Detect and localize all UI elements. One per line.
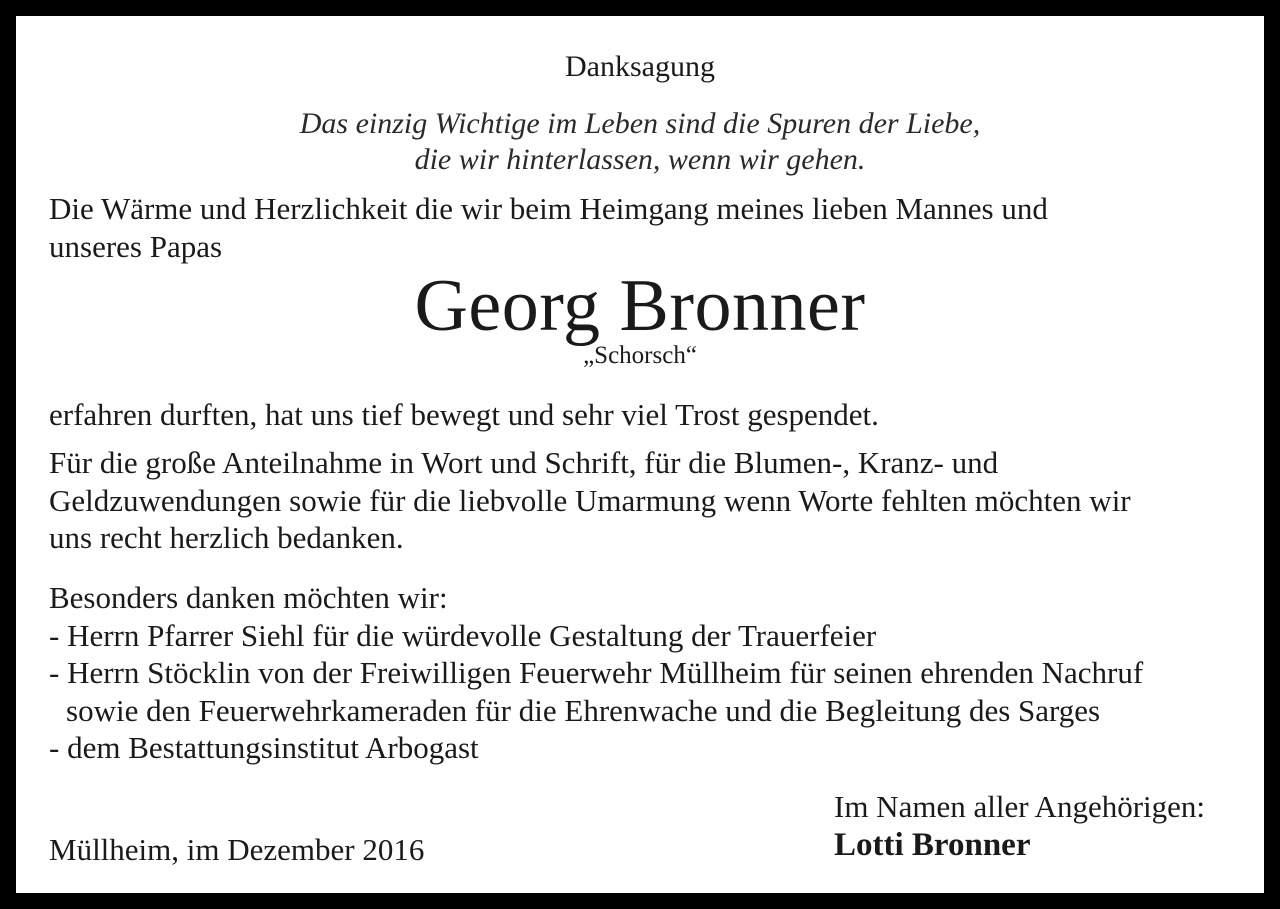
special-thanks-intro: Besonders danken möchten wir: (49, 580, 448, 615)
after-name-sentence: erfahren durften, hat uns tief bewegt und sehr viel Trost gespendet. (49, 397, 879, 432)
special-thanks-list (49, 579, 1143, 767)
thanks-line: Für die große Anteilnahme in Wort und Schrift, für die Blumen-, Kranz- und (49, 445, 999, 480)
signature-name: Lotti Bronner (834, 827, 1031, 863)
thanks-line: uns recht herzlich bedanken. (49, 520, 404, 555)
intro-line: Die Wärme und Herzlichkeit die wir beim Heimgang meines lieben Mannes und (49, 191, 1048, 226)
motto-quote (16, 106, 1264, 178)
deceased-name: Georg Bronner (414, 265, 866, 347)
notice-heading: Danksagung (565, 50, 715, 83)
special-thanks-item: - dem Bestattungsinstitut Arbogast (49, 730, 479, 765)
closing-line: Im Namen aller Angehörigen: (834, 789, 1206, 824)
special-thanks-item: - Herrn Pfarrer Siehl für die würdevolle Gestaltung der Trauerfeier (49, 617, 877, 653)
special-thanks-item-continuation: sowie den Feuerwehrkameraden für die Ehrenwache und die Begleitung des Sarges (66, 692, 1101, 728)
thanks-line: Geldzuwendungen sowie für die liebvolle Umarmung wenn Worte fehlten möchten wir (49, 482, 1131, 518)
intro-paragraph (49, 190, 1048, 265)
intro-line: unseres Papas (49, 228, 223, 264)
place-and-date: Müllheim, im Dezember 2016 (49, 832, 425, 867)
obituary-notice (16, 16, 1264, 893)
motto-line: Das einzig Wichtige im Leben sind die Spuren der Liebe, (299, 107, 981, 140)
special-thanks-item: - Herrn Stöcklin von der Freiwilligen Feuerwehr Müllheim für seinen ehrenden Nachruf (49, 655, 1144, 690)
thanks-paragraph (49, 444, 1131, 557)
motto-line: die wir hinterlassen, wenn wir gehen. (414, 143, 866, 176)
deceased-nickname: „Schorsch“ (583, 342, 697, 369)
